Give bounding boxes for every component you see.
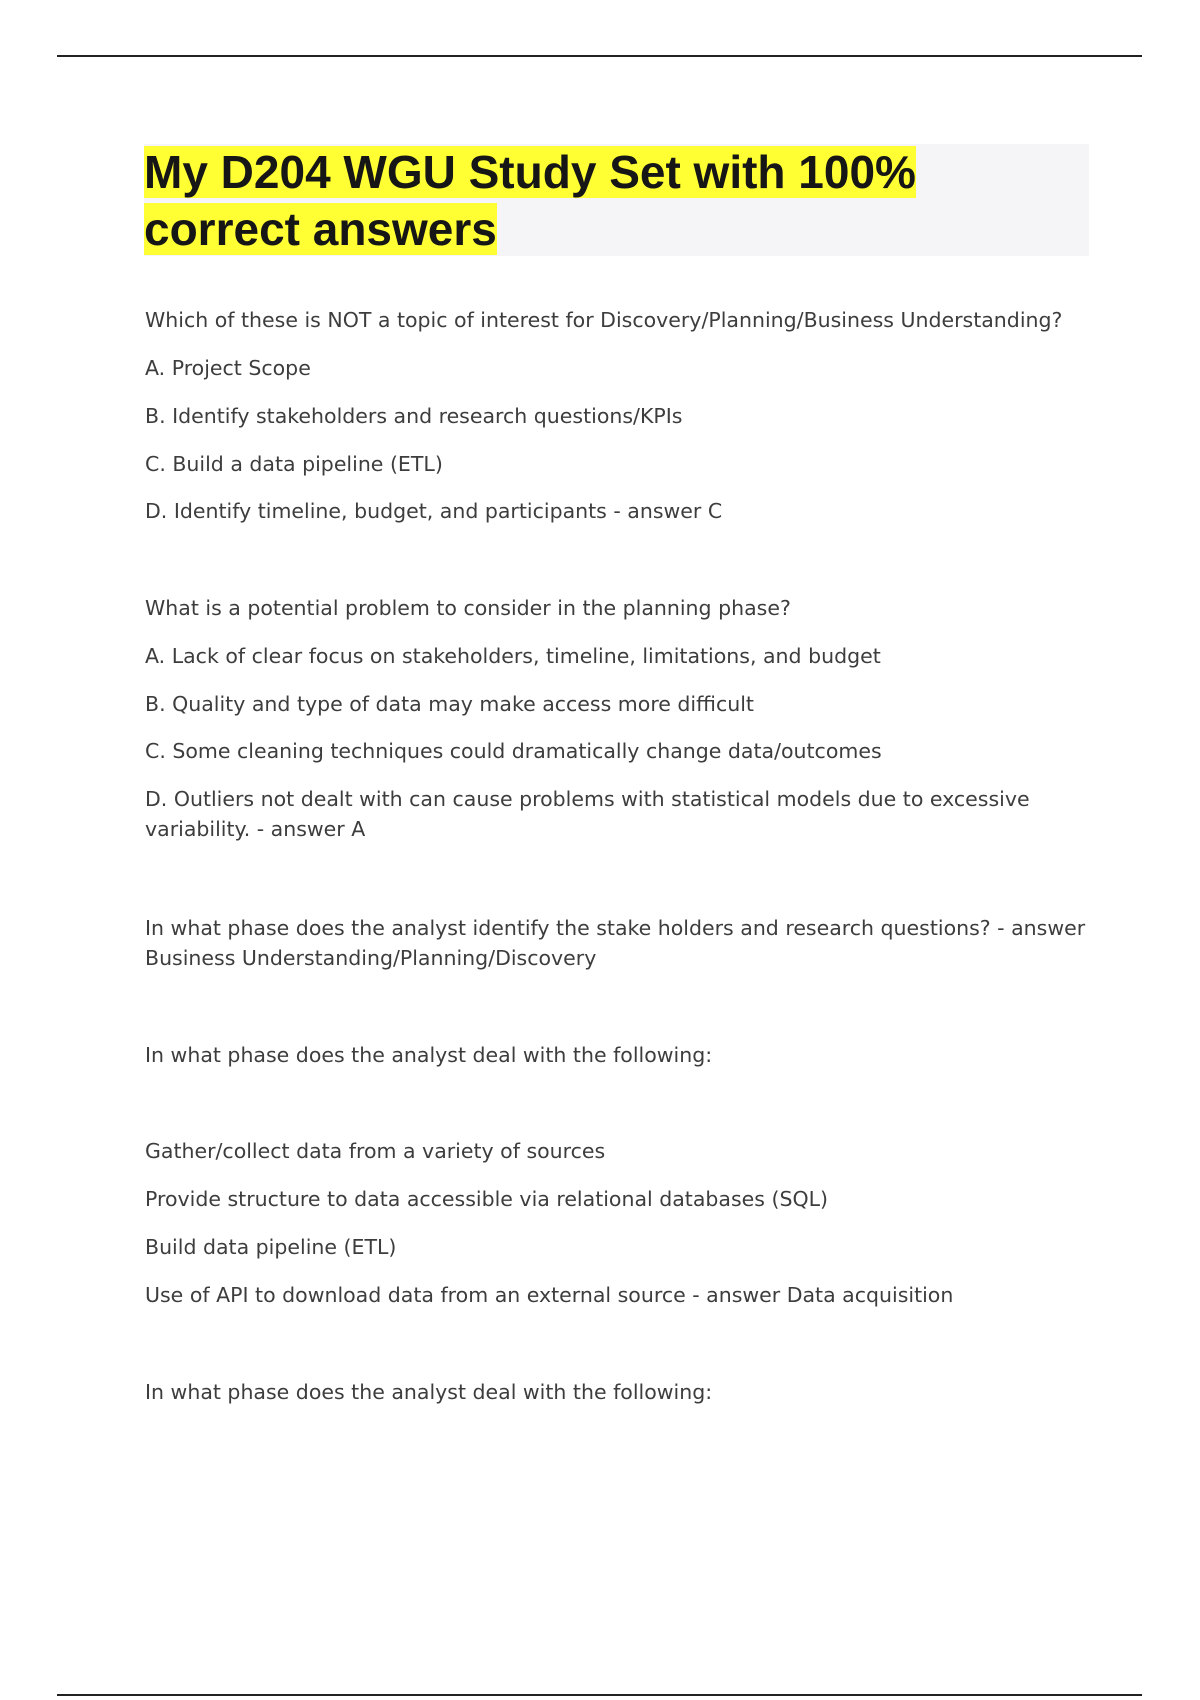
answer-option: A. Lack of clear focus on stakeholders, timeline, limitations, and budget	[145, 644, 881, 668]
top-rule	[57, 55, 1142, 57]
question-4	[145, 1040, 1095, 1070]
title-box	[144, 144, 1089, 256]
question-4-item-4	[145, 1280, 1095, 1310]
answer-option: D. Identify timeline, budget, and participants - answer C	[145, 499, 723, 523]
question-2-option-c	[145, 736, 1095, 766]
question-4-item-2	[145, 1184, 1095, 1214]
bottom-rule	[57, 1694, 1142, 1696]
question-5	[145, 1377, 1095, 1407]
question-text: In what phase does the analyst deal with the following:	[145, 1380, 713, 1404]
question-1-option-d	[145, 496, 1095, 526]
question-1-option-b	[145, 401, 1095, 431]
question-text: In what phase does the analyst identify the stake holders and research questions? - answer Business Understanding/Planning/Discovery	[145, 916, 1086, 970]
list-item: Gather/collect data from a variety of sources	[145, 1139, 606, 1163]
question-text: Which of these is NOT a topic of interest for Discovery/Planning/Business Understanding?	[145, 308, 1063, 332]
question-2-option-d	[145, 784, 1095, 844]
question-1-option-a	[145, 353, 1095, 383]
answer-option: B. Quality and type of data may make access more difficult	[145, 692, 754, 716]
list-item: Build data pipeline (ETL)	[145, 1235, 397, 1259]
question-text: In what phase does the analyst deal with the following:	[145, 1043, 713, 1067]
document-title: My D204 WGU Study Set with 100% correct answers	[144, 146, 916, 255]
question-1-option-c	[145, 449, 1095, 479]
question-4-item-1	[145, 1136, 1095, 1166]
list-item: Provide structure to data accessible via relational databases (SQL)	[145, 1187, 829, 1211]
question-2-option-a	[145, 641, 1095, 671]
answer-option: C. Build a data pipeline (ETL)	[145, 452, 443, 476]
question-4-item-3	[145, 1232, 1095, 1262]
answer-option: C. Some cleaning techniques could dramatically change data/outcomes	[145, 739, 882, 763]
question-text: What is a potential problem to consider in the planning phase?	[145, 596, 791, 620]
question-2	[145, 593, 1095, 623]
list-item: Use of API to download data from an external source - answer Data acquisition	[145, 1283, 954, 1307]
answer-option: D. Outliers not dealt with can cause problems with statistical models due to excessive variability. - answer A	[145, 787, 1030, 841]
question-3	[145, 913, 1095, 973]
answer-option: A. Project Scope	[145, 356, 311, 380]
question-1	[145, 305, 1095, 335]
question-2-option-b	[145, 689, 1095, 719]
answer-option: B. Identify stakeholders and research questions/KPIs	[145, 404, 683, 428]
